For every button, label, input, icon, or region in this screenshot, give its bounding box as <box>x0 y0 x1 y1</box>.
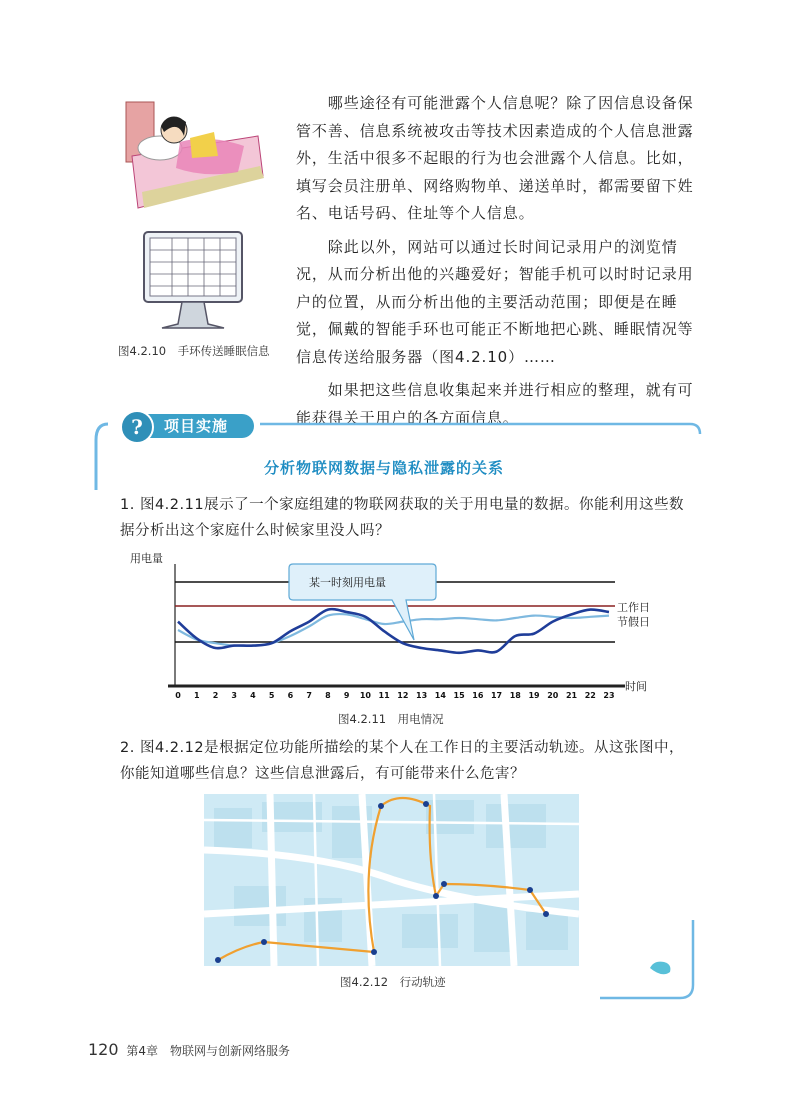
x-tick-label: 9 <box>343 691 350 700</box>
intro-paragraph-2: 除此以外，网站可以通过长时间记录用户的浏览情况，从而分析出他的兴趣爱好；智能手机可以时时记录用户的位置，从而分析出他的主要活动范围；即便是在睡觉，佩戴的智能手环也可能正不断地把心跳、睡眠情况等信息传送给服务器（图4.2.10）…… <box>296 237 694 366</box>
intro-text <box>296 90 702 432</box>
x-tick-label: 14 <box>434 691 446 700</box>
track-point <box>378 803 384 809</box>
x-tick-label: 7 <box>306 691 312 700</box>
figure-caption-4-2-12: 图4.2.12 行动轨迹 <box>340 975 446 989</box>
power-usage-chart <box>120 548 660 708</box>
x-tick-label: 18 <box>509 691 521 700</box>
x-tick-label: 16 <box>472 691 484 700</box>
series-line <box>178 614 609 646</box>
section-badge-label: 项目实施 <box>164 417 229 435</box>
page-number: 120 <box>88 1040 119 1059</box>
figure-caption-4-2-10: 图4.2.10 手环传送睡眠信息 <box>118 344 270 358</box>
sleeping-girl-illustration <box>118 96 268 214</box>
x-tick-label: 2 <box>212 691 219 700</box>
intro-paragraph-1: 哪些途径有可能泄露个人信息呢？除了因信息设备保管不善、信息系统被攻击等技术因素造成的个人信息泄露外，生活中很多不起眼的行为也会泄露个人信息。比如，填写会员注册单、网络购物单、递送单时，都需要留下姓名、电话号码、住址等个人信息。 <box>296 94 694 222</box>
legend-label: 工作日 <box>617 601 650 614</box>
sleep-data-monitor-illustration <box>138 228 248 336</box>
x-tick-label: 1 <box>193 691 200 700</box>
x-tick-label: 20 <box>547 691 559 700</box>
x-tick-label: 15 <box>453 691 465 700</box>
track-point <box>543 911 549 917</box>
x-tick-label: 10 <box>359 691 371 700</box>
track-point <box>215 957 221 963</box>
x-tick-label: 12 <box>397 691 409 700</box>
x-tick-label: 23 <box>603 691 615 700</box>
x-tick-label: 0 <box>175 691 181 700</box>
annotation-text: 某一时刻用电量 <box>309 576 386 589</box>
x-tick-label: 5 <box>268 691 275 700</box>
x-tick-label: 17 <box>490 691 503 700</box>
x-tick-label: 3 <box>231 691 238 700</box>
question-icon: ? <box>120 410 154 444</box>
track-point <box>527 887 533 893</box>
x-tick-label: 13 <box>416 691 428 700</box>
x-axis-label: 时间 <box>625 680 647 693</box>
x-tick-label: 4 <box>250 691 256 700</box>
track-point <box>441 881 447 887</box>
x-tick-label: 8 <box>325 691 331 700</box>
y-axis-label: 用电量 <box>130 552 163 565</box>
x-tick-label: 6 <box>287 691 294 700</box>
movement-track-map <box>204 794 579 966</box>
page-footer <box>88 1040 290 1059</box>
section-title: 分析物联网数据与隐私泄露的关系 <box>264 459 505 477</box>
track-point <box>423 801 429 807</box>
section-badge <box>120 410 260 438</box>
annotation-callout <box>289 564 436 640</box>
legend-label: 节假日 <box>617 615 650 629</box>
question-2: 2. 图4.2.12是根据定位功能所描绘的某个人在工作日的主要活动轨迹。从这张图中，你能知道哪些信息？这些信息泄露后，有可能带来什么危害？ <box>120 740 685 782</box>
figure-caption-4-2-11: 图4.2.11 用电情况 <box>338 712 444 726</box>
chapter-title: 第4章 物联网与创新网络服务 <box>126 1044 291 1058</box>
x-tick-label: 19 <box>528 691 540 700</box>
x-tick-label: 22 <box>584 691 596 700</box>
track-point <box>371 949 377 955</box>
x-tick-label: 21 <box>565 691 578 700</box>
question-1: 1. 图4.2.11展示了一个家庭组建的物联网获取的关于用电量的数据。你能利用这些数据分析出这个家庭什么时候家里没人吗？ <box>120 497 685 539</box>
x-tick-label: 11 <box>378 691 390 700</box>
intro-paragraph-3: 如果把这些信息收集起来并进行相应的整理，就有可能获得关于用户的各方面信息。 <box>296 381 694 427</box>
track-point <box>433 893 439 899</box>
track-point <box>261 939 267 945</box>
